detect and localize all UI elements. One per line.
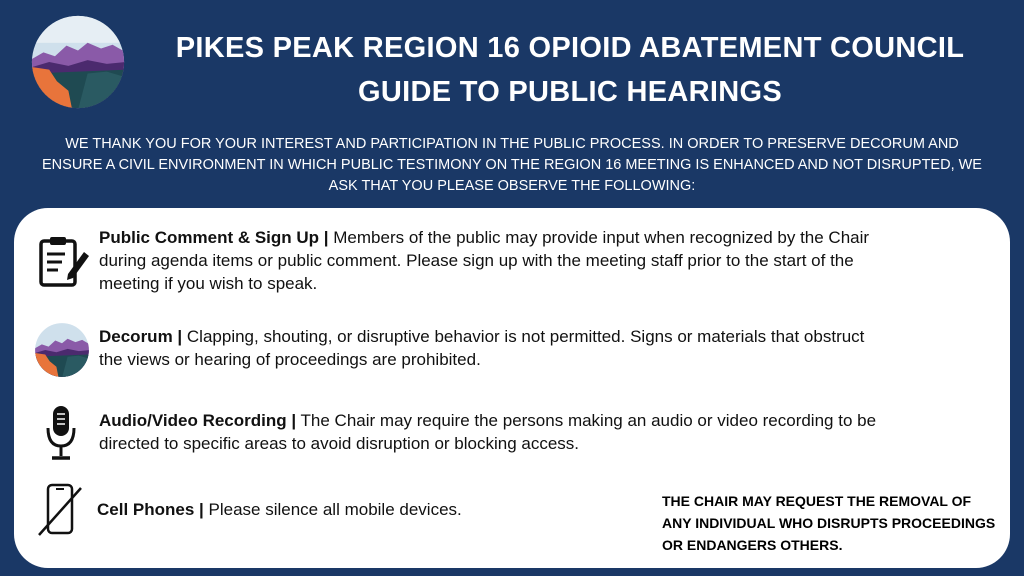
rule-cell-phones-heading: Cell Phones | (97, 500, 204, 519)
clipboard-pencil-icon (38, 234, 90, 288)
title-line-1: PIKES PEAK REGION 16 OPIOID ABATEMENT COUNCIL (175, 32, 965, 64)
rule-cell-phones (97, 498, 657, 521)
rule-decorum-body: Clapping, shouting, or disruptive behavior is not permitted. Signs or materials that obstruct the views or hearing of proceedings are prohibited. (99, 327, 865, 369)
council-logo-icon (34, 322, 90, 378)
rule-audio-video-heading: Audio/Video Recording | (99, 411, 297, 430)
council-logo (30, 14, 126, 110)
title-line-2: GUIDE TO PUBLIC HEARINGS (358, 76, 782, 108)
rule-public-comment-heading: Public Comment & Sign Up | (99, 228, 329, 247)
rule-audio-video-body: The Chair may require the persons making an audio or video recording to be directed to specific areas to avoid disruption or blocking access. (99, 411, 877, 453)
microphone-icon (44, 404, 78, 462)
rule-decorum (99, 325, 889, 371)
page-title (130, 26, 1010, 114)
removal-notice: THE CHAIR MAY REQUEST THE REMOVAL OF ANY INDIVIDUAL WHO DISRUPTS PROCEEDINGS OR ENDANGERS OTHERS. (662, 493, 996, 553)
no-cell-phone-icon (36, 482, 84, 538)
rule-public-comment-body: Members of the public may provide input when recognized by the Chair during agenda items or public comment. Please sign up with the meeting staff prior to the start of the meeting if you wish to speak. (99, 228, 870, 293)
rule-cell-phones-body: Please silence all mobile devices. (203, 500, 462, 519)
rule-public-comment (99, 226, 889, 295)
rule-decorum-heading: Decorum | (99, 327, 183, 346)
rule-audio-video (99, 409, 889, 455)
intro-text: WE THANK YOU FOR YOUR INTEREST AND PARTICIPATION IN THE PUBLIC PROCESS. IN ORDER TO PRESERVE DECORUM AND ENSURE A CIVIL ENVIRONMENT IN WHICH PUBLIC TESTIMONY ON THE REGION 16 MEETING IS ENHANCED AND NOT DISRUPTED, WE ASK THAT YOU PLEASE OBSERVE THE FOLLOWING: (42, 136, 982, 194)
